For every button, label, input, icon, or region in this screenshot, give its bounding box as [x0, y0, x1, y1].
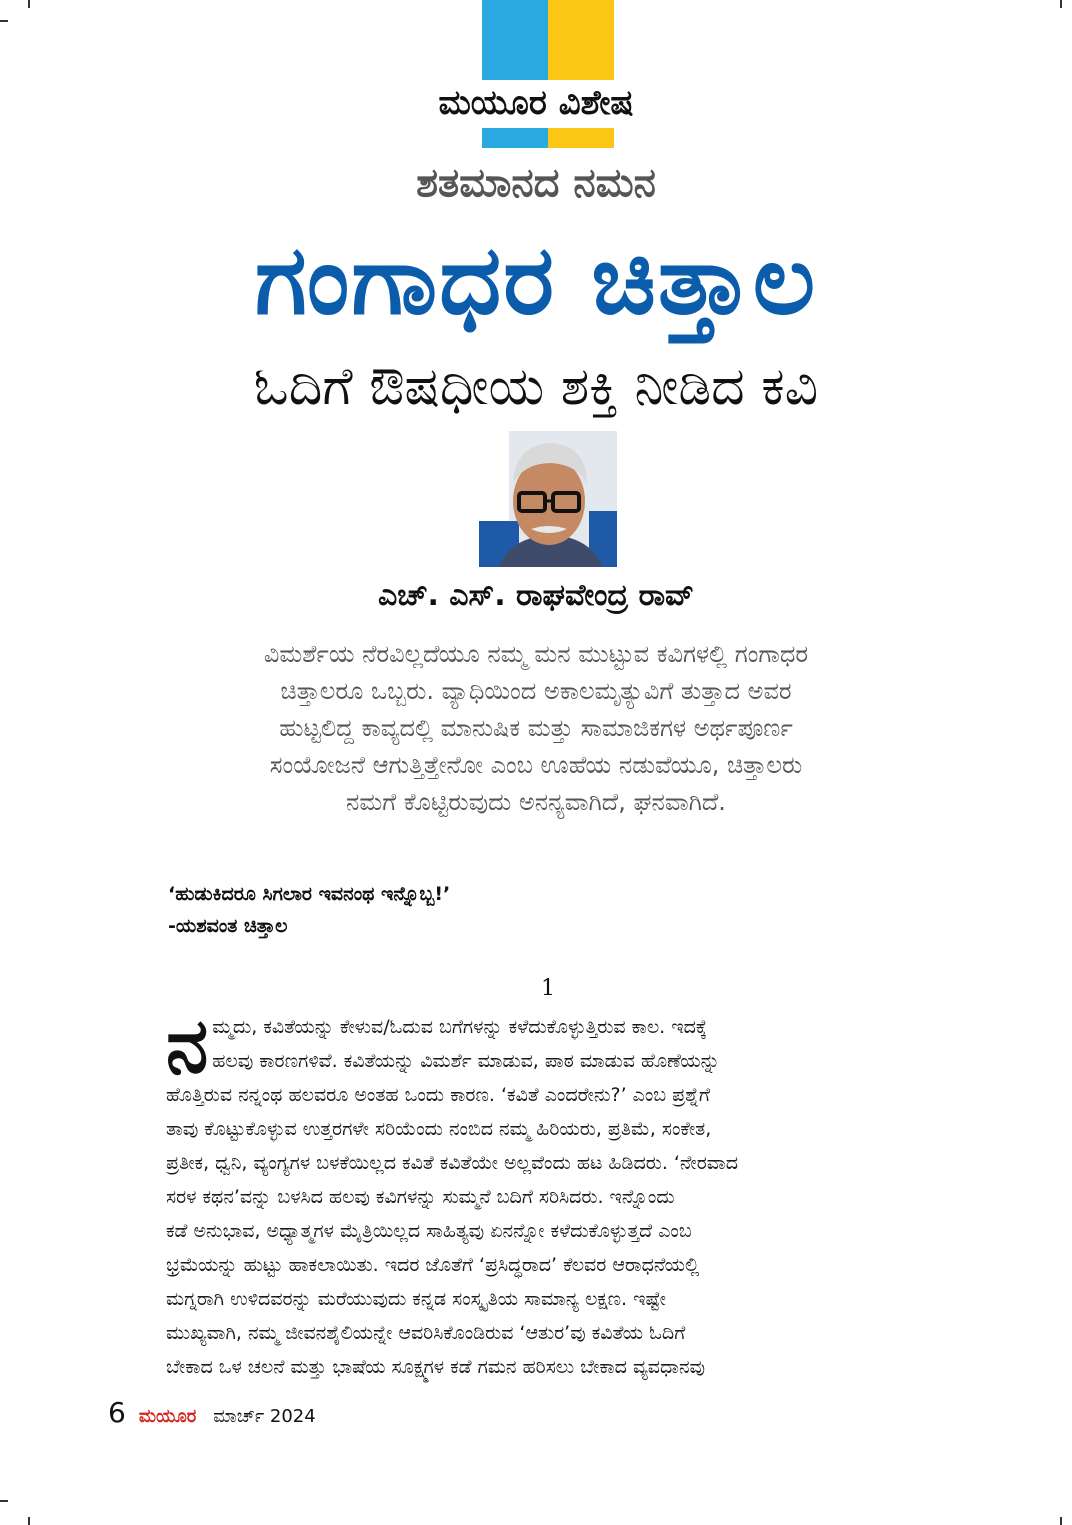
crop-mark [28, 1517, 30, 1525]
section-logo-block [482, 0, 548, 80]
crop-mark [0, 1500, 8, 1502]
author-byline: ಎಚ್. ಎಸ್. ರಾಘವೇಂದ್ರ ರಾವ್ [377, 578, 695, 613]
intro-line: ವಿಮರ್ಶೆಯ ನೆರವಿಲ್ಲದೆಯೂ ನಮ್ಮ ಮನ ಮುಟ್ಟುವ ಕವಿಗಳಲ್ಲಿ ಗಂಗಾಧರ [263, 640, 809, 668]
section-number: 1 [541, 976, 555, 1001]
article-body [166, 1001, 930, 1384]
intro-line: ನಮಗೆ ಕೊಟ್ಟಿರುವುದು ಅನನ್ಯವಾಗಿದೆ, ಘನವಾಗಿದೆ. [346, 788, 726, 816]
issue-date: ಮಾರ್ಚ್ 2024 [213, 1406, 316, 1427]
body-line: ಮಗ್ನರಾಗಿ ಉಳಿದವರನ್ನು ಮರೆಯುವುದು ಕನ್ನಡ ಸಂಸ್ಕೃತಿಯ ಸಾಮಾನ್ಯ ಲಕ್ಷಣ. ಇಷ್ಟೇ [166, 1288, 667, 1310]
body-line: ಹೊತ್ತಿರುವ ನನ್ನಂಥ ಹಲವರೂ ಅಂತಹ ಒಂದು ಕಾರಣ. ‘ಕವಿತೆ ಎಂದರೇನು?’ ಎಂಬ ಪ್ರಶ್ನೆಗೆ [166, 1084, 710, 1106]
page-footer [108, 1396, 316, 1429]
body-line: ಮ್ಮದು, ಕವಿತೆಯನ್ನು ಕೇಳುವ/ಓದುವ ಬಗೆಗಳನ್ನು ಕಳೆದುಕೊಳ್ಳುತ್ತಿರುವ ಕಾಲ. ಇದಕ್ಕೆ [212, 1016, 708, 1038]
epigraph-attribution: -ಯಶವಂತ ಚಿತ್ತಾಲ [168, 915, 288, 937]
body-line: ಸರಳ ಕಥನ’ವನ್ನು ಬಳಸಿದ ಹಲವು ಕವಿಗಳನ್ನು ಸುಮ್ಮನೆ ಬದಿಗೆ ಸರಿಸಿದರು. ಇನ್ನೊಂದು [166, 1186, 675, 1208]
page-number: 6 [108, 1396, 126, 1429]
intro-line: ಸಂಯೋಜನೆ ಆಗುತ್ತಿತ್ತೇನೋ ಎಂಬ ಊಹೆಯ ನಡುವೆಯೂ, ಚಿತ್ತಾಲರು [269, 751, 803, 779]
section-logo-bar [548, 128, 614, 148]
epigraph [168, 878, 450, 942]
body-line: ತಾವು ಕೊಟ್ಟುಕೊಳ್ಳುವ ಉತ್ತರಗಳೇ ಸರಿಯೆಂದು ನಂಬಿದ ನಮ್ಮ ಹಿರಿಯರು, ಪ್ರತಿಮೆ, ಸಂಕೇತ, [166, 1118, 712, 1140]
section-label: ಮಯೂರ ವಿಶೇಷ [438, 83, 634, 123]
section-logo-bar [482, 128, 548, 148]
crop-mark [0, 20, 8, 22]
body-line: ಕಡೆ ಅನುಭಾವ, ಅಧ್ಯಾತ್ಮಗಳ ಮೈತ್ರಿಯಿಲ್ಲದ ಸಾಹಿತ್ಯವು ಏನನ್ನೋ ಕಳೆದುಕೊಳ್ಳುತ್ತದೆ ಎಂಬ [166, 1220, 692, 1242]
section-logo-block [548, 0, 614, 80]
kicker: ಶತಮಾನದ ನಮನ [416, 160, 656, 206]
epigraph-quote: ‘ಹುಡುಕಿದರೂ ಸಿಗಲಾರ ಇವನಂಥ ಇನ್ನೊಬ್ಬ!’ [168, 883, 451, 905]
body-line: ಪ್ರತೀಕ, ಧ್ವನಿ, ವ್ಯಂಗ್ಯಗಳ ಬಳಕೆಯಿಲ್ಲದ ಕವಿತೆ ಕವಿತೆಯೇ ಅಲ್ಲವೆಂದು ಹಟ ಹಿಡಿದರು. ‘ನೇರವಾದ [166, 1152, 738, 1174]
body-line: ಹಲವು ಕಾರಣಗಳಿವೆ. ಕವಿತೆಯನ್ನು ವಿಮರ್ಶೆ ಮಾಡುವ, ಪಾಠ ಮಾಡುವ ಹೊಣೆಯನ್ನು [212, 1050, 720, 1072]
drop-cap: ನ [166, 1001, 209, 1090]
crop-mark [1060, 0, 1062, 8]
crop-mark [1060, 1517, 1062, 1525]
body-line: ಬೇಕಾದ ಒಳ ಚಲನೆ ಮತ್ತು ಭಾಷೆಯ ಸೂಕ್ಷ್ಮಗಳ ಕಡೆ ಗಮನ ಹರಿಸಲು ಬೇಕಾದ ವ್ಯವಧಾನವು [166, 1356, 706, 1378]
headline: ಗಂಗಾಧರ ಚಿತ್ತಾಲ [254, 224, 818, 336]
body-line: ಮುಖ್ಯವಾಗಿ, ನಮ್ಮ ಜೀವನಶೈಲಿಯನ್ನೇ ಆವರಿಸಿಕೊಂಡಿರುವ ‘ಆತುರ’ವು ಕವಿತೆಯ ಓದಿಗೆ [166, 1322, 686, 1344]
author-photo [479, 431, 617, 567]
subheadline: ಓದಿಗೆ ಔಷಧೀಯ ಶಕ್ತಿ ನೀಡಿದ ಕವಿ [253, 357, 819, 417]
intro-deck [160, 636, 912, 821]
body-line: ಭ್ರಮೆಯನ್ನು ಹುಟ್ಟು ಹಾಕಲಾಯಿತು. ಇದರ ಜೊತೆಗೆ ‘ಪ್ರಸಿದ್ಧರಾದ’ ಕೆಲವರ ಆರಾಧನೆಯಲ್ಲಿ [166, 1254, 700, 1276]
crop-mark [28, 0, 30, 8]
intro-line: ಚಿತ್ತಾಲರೂ ಒಬ್ಬರು. ವ್ಯಾಧಿಯಿಂದ ಅಕಾಲಮೃತ್ಯುವಿಗೆ ತುತ್ತಾದ ಅವರ [280, 677, 792, 705]
intro-line: ಹುಟ್ಟಲಿದ್ದ ಕಾವ್ಯದಲ್ಲಿ ಮಾನುಷಿಕ ಮತ್ತು ಸಾಮಾಜಿಕಗಳ ಅರ್ಥಪೂರ್ಣ [279, 714, 793, 742]
magazine-name: ಮಯೂರ [138, 1406, 197, 1427]
